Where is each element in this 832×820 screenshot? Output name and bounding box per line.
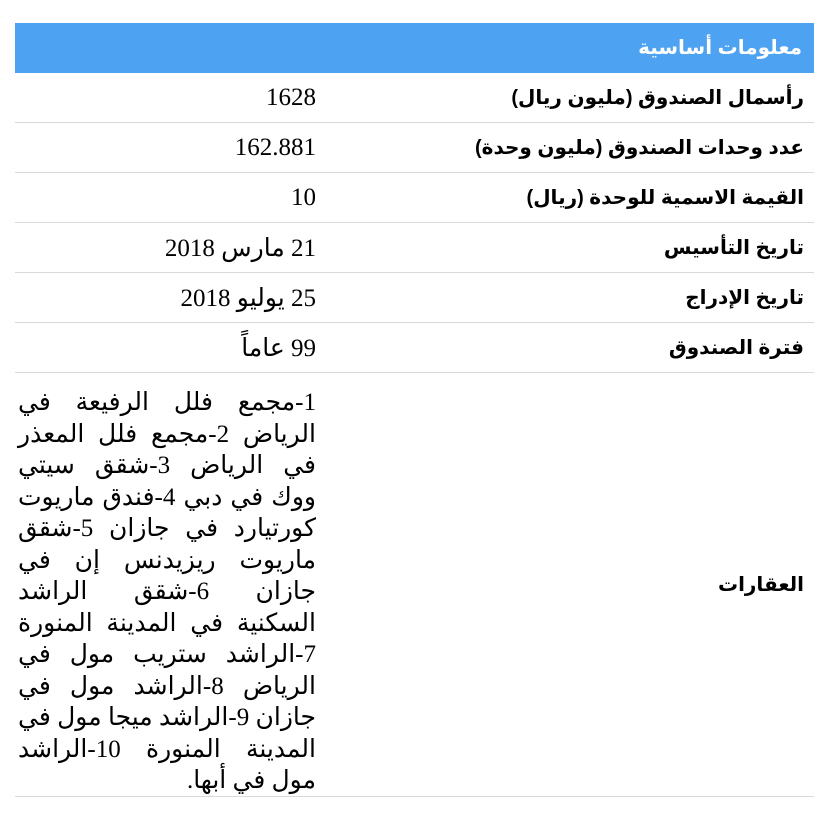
row-value: 99 عاماً bbox=[241, 334, 316, 362]
row-label: القيمة الاسمية للوحدة (ريال) bbox=[526, 187, 804, 209]
table-row-listing-date bbox=[15, 273, 814, 323]
properties-list-text: 1-مجمع فلل الرفيعة في الرياض 2-مجمع فلل المعذر في الرياض 3-شقق سيتي ووك في دبي 4-فندق ماريوت كورتيارد في جازان 5-شقق ماريوت ريزيدنس إن في جازان 6-شقق الراشد السكنية في المدينة المنورة 7-الراشد ستريب مول في الرياض 8-الراشد مول في جازان 9-الراشد ميجا مول في المدينة المنورة 10-الراشد مول في أبها. bbox=[18, 389, 316, 794]
row-label: تاريخ الإدراج bbox=[685, 287, 804, 309]
row-value: 1628 bbox=[266, 83, 316, 111]
row-label: عدد وحدات الصندوق (مليون وحدة) bbox=[474, 137, 804, 159]
table-header: معلومات أساسية bbox=[15, 23, 814, 73]
row-value: 21 مارس 2018 bbox=[164, 234, 316, 262]
row-label: فترة الصندوق bbox=[668, 337, 804, 359]
basic-info-table bbox=[15, 23, 814, 797]
table-row-properties bbox=[15, 373, 814, 797]
row-label: العقارات bbox=[717, 574, 804, 596]
table-row-nominal-value bbox=[15, 173, 814, 223]
table-row-units bbox=[15, 123, 814, 173]
row-label: تاريخ التأسيس bbox=[663, 237, 804, 259]
table-row-establishment-date bbox=[15, 223, 814, 273]
table-row-capital bbox=[15, 73, 814, 123]
row-label: رأسمال الصندوق (مليون ريال) bbox=[511, 87, 804, 109]
row-value: 25 يوليو 2018 bbox=[180, 284, 316, 312]
row-value: 162.881 bbox=[234, 133, 316, 161]
row-value: 10 bbox=[291, 183, 316, 211]
table-row-fund-term bbox=[15, 323, 814, 373]
